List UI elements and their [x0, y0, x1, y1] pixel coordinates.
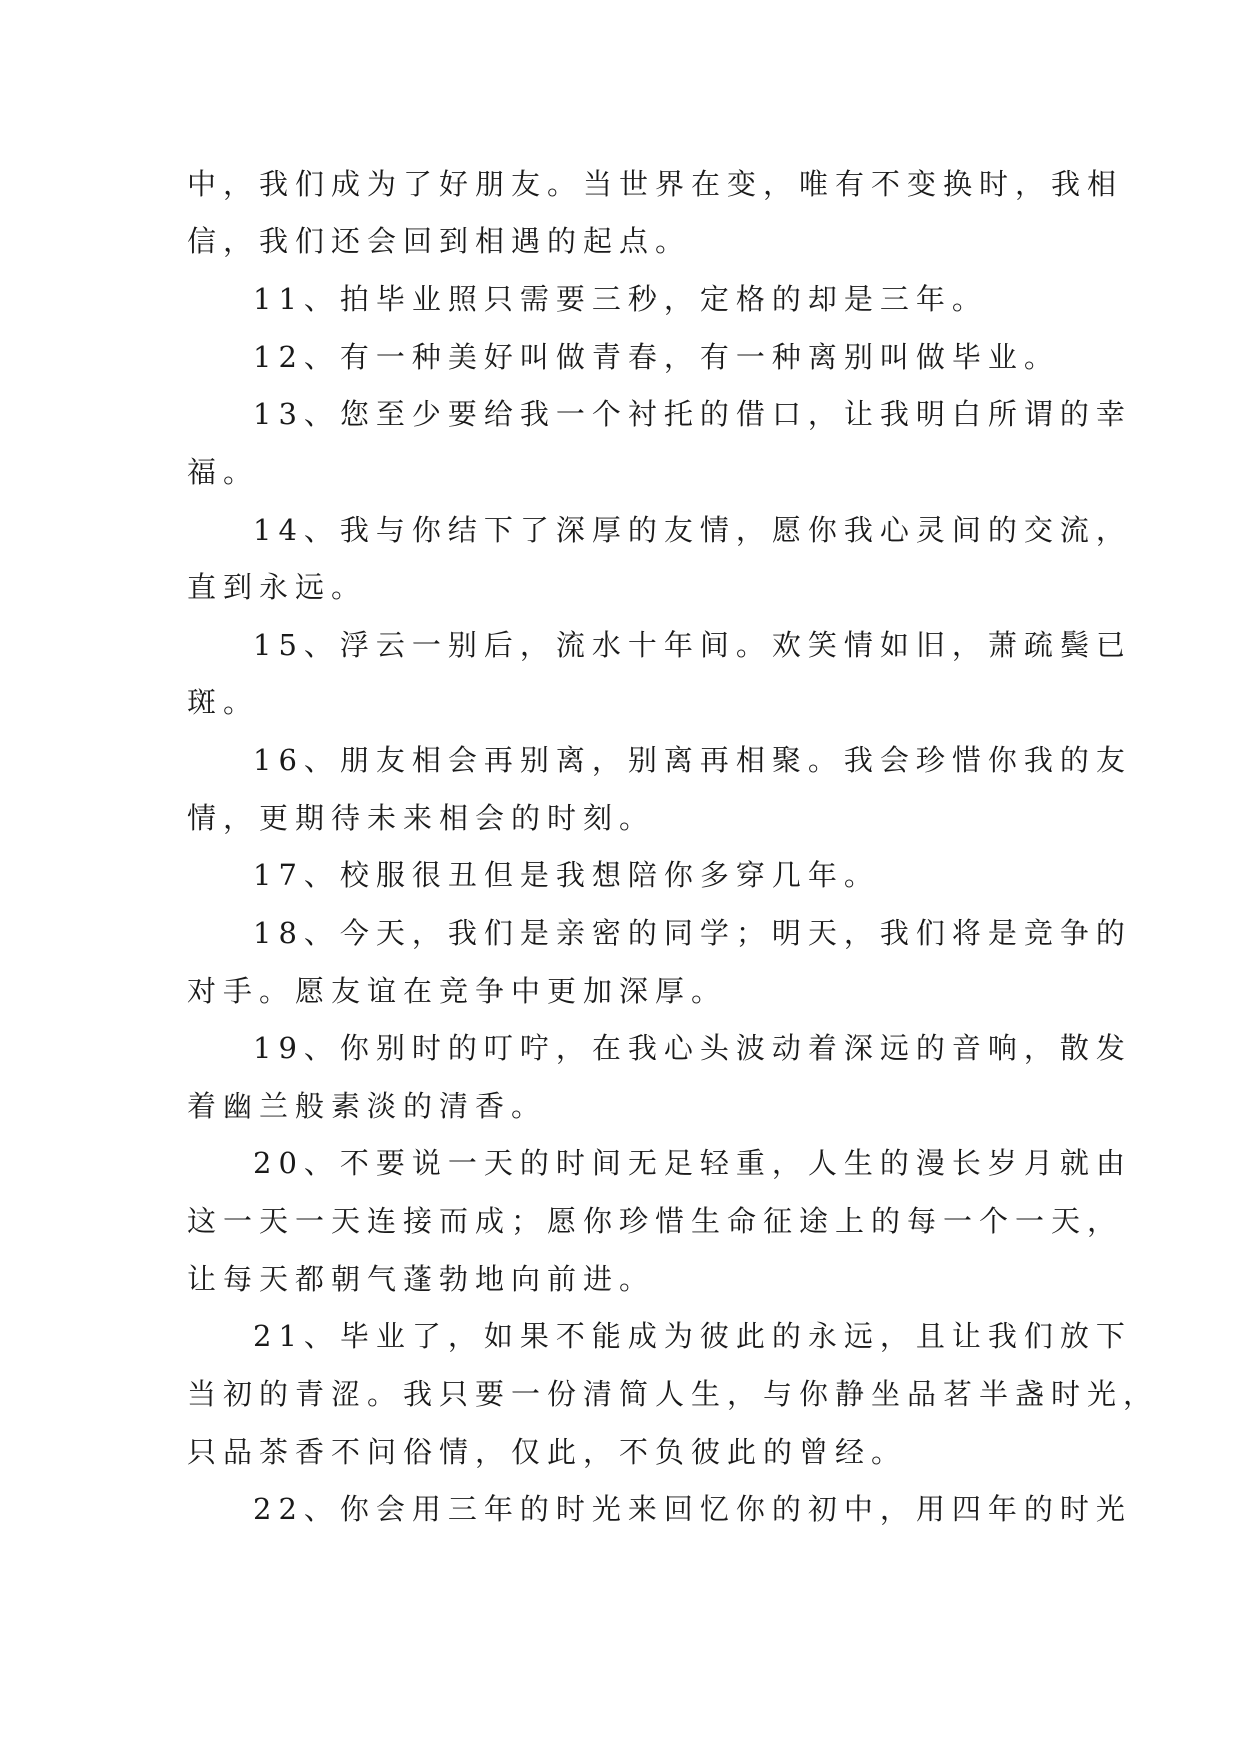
text-line-1: 中，我们成为了好朋友。当世界在变，唯有不变换时，我相	[187, 167, 1124, 201]
text-line-8: 直到永远。	[187, 570, 368, 604]
text-line-4: 12、有一种美好叫做青春，有一种离别叫做毕业。	[253, 340, 1060, 374]
text-line-7: 14、我与你结下了深厚的友情，愿你我心灵间的交流，	[253, 513, 1132, 547]
text-line-12: 情，更期待未来相会的时刻。	[187, 801, 656, 835]
text-line-6: 福。	[187, 455, 260, 489]
text-line-23: 只品茶香不问俗情，仅此，不负彼此的曾经。	[187, 1435, 908, 1469]
text-line-18: 20、不要说一天的时间无足轻重，人生的漫长岁月就由	[253, 1146, 1132, 1180]
text-line-2: 信，我们还会回到相遇的起点。	[187, 224, 692, 258]
text-line-9: 15、浮云一别后，流水十年间。欢笑情如旧，萧疏鬓已	[253, 628, 1132, 662]
text-line-11: 16、朋友相会再别离，别离再相聚。我会珍惜你我的友	[253, 743, 1132, 777]
text-line-5: 13、您至少要给我一个衬托的借口，让我明白所谓的幸	[253, 397, 1132, 431]
text-line-17: 着幽兰般素淡的清香。	[187, 1089, 548, 1123]
text-line-10: 斑。	[187, 685, 260, 719]
text-line-15: 对手。愿友谊在竞争中更加深厚。	[187, 974, 728, 1008]
text-line-3: 11、拍毕业照只需要三秒，定格的却是三年。	[253, 282, 988, 316]
text-line-19: 这一天一天连接而成；愿你珍惜生命征途上的每一个一天，	[187, 1204, 1124, 1238]
text-line-14: 18、今天，我们是亲密的同学；明天，我们将是竞争的	[253, 916, 1132, 950]
text-line-22: 当初的青涩。我只要一份清简人生，与你静坐品茗半盏时光，	[187, 1377, 1160, 1411]
text-line-21: 21、毕业了，如果不能成为彼此的永远，且让我们放下	[253, 1319, 1132, 1353]
text-line-13: 17、校服很丑但是我想陪你多穿几年。	[253, 858, 880, 892]
text-line-24: 22、你会用三年的时光来回忆你的初中，用四年的时光	[253, 1492, 1132, 1526]
text-line-16: 19、你别时的叮咛，在我心头波动着深远的音响，散发	[253, 1031, 1132, 1065]
text-line-20: 让每天都朝气蓬勃地向前进。	[187, 1262, 656, 1296]
